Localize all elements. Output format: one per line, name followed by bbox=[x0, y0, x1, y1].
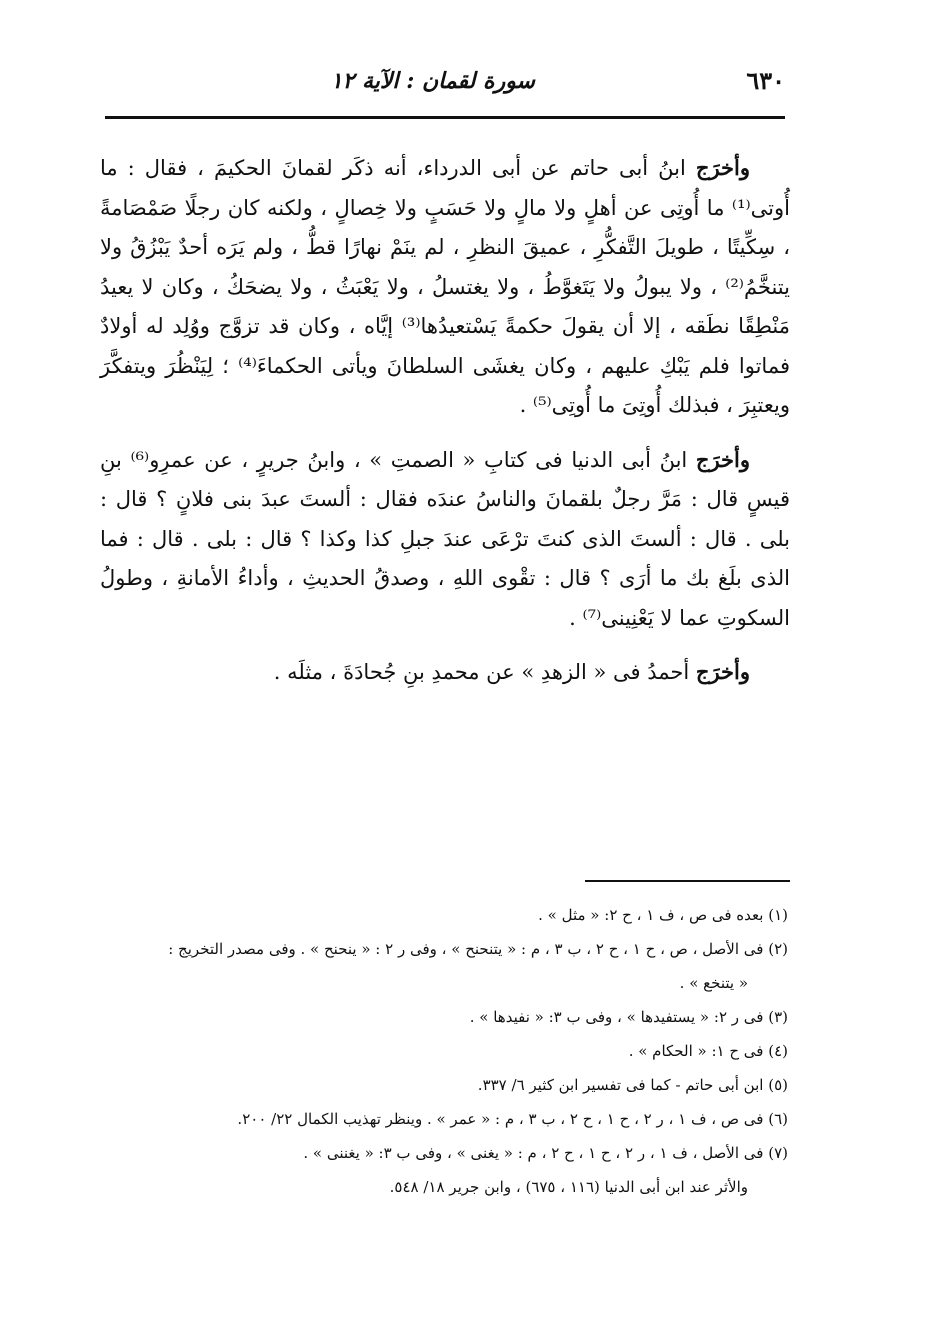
paragraph-lead: وأخرَج bbox=[695, 446, 750, 472]
paragraph-text: أحمدُ فى « الزهدِ » عن محمدِ بنِ جُحادَةَ ، مثلَه . bbox=[273, 660, 696, 684]
paragraph-ahmad bbox=[100, 652, 790, 693]
paragraph-lead: وأخرَج bbox=[695, 155, 750, 180]
footnote-rule bbox=[585, 880, 790, 882]
page-number: ٦٣٠ bbox=[746, 66, 785, 95]
footnote-2: (٢) فى الأصل ، ص ، ح ١ ، ح ٢ ، ب ٣ ، م : « يتنحنح » ، وفى ر ٢ : « ينحنح » . وفى مصدر التخريج : bbox=[168, 940, 788, 958]
main-text bbox=[100, 148, 790, 707]
footnote-2-continuation: « يتنخع » . bbox=[679, 974, 748, 992]
footnote-7: (٧) فى الأصل ، ف ١ ، ر ٢ ، ح ١ ، ح ٢ ، م : « يغنى » ، وفى ب ٣: « يغننى » . bbox=[303, 1144, 788, 1162]
footnote-4: (٤) فى ح ١: « الحكام » . bbox=[628, 1042, 788, 1060]
footnote-1: (١) بعده فى ص ، ف ١ ، ح ٢: « مثل » . bbox=[538, 906, 788, 924]
paragraph-text: ابنُ أبى حاتم عن أبى الدرداء، أنه ذكَر لقمانَ الحكيمَ ، فقال : ما أُوتى⁽¹⁾ ما أُوتِى عن أهلٍ ولا مالٍ ولا حَسَبٍ ولا خِصالٍ ، ولكنه كان رجلًا صَمْصَامةً ، سِكِّيتًا ، طويلَ التَّفكُّرِ ، عميقَ النظرِ ، لم ينَمْ نهارًا قطُّ ، ولم يَرَه أحدٌ يَبْزُقُ ولا يتنخَّمُ⁽²⁾ ، ولا يبولُ ولا يَتَغوَّطُ ، ولا يغتسلُ ، ولا يَعْبَثُ ، ولا يضحَكُ ، وكان لا يعيدُ مَنْطِقًا نطَقه ، إلا أن يقولَ حكمةً يَسْتعيدُها⁽³⁾ إيَّاه ، وكان قد تزوَّج ووُلِد له أولادٌ فماتوا فلم يَبْكِ عليهم ، وكان يغشَى السلطانَ ويأتى الحكماءَ⁽⁴⁾ ؛ لِيَنْظُرَ ويتفكَّرَ ويعتبِرَ ، فبذلك أُوتِىَ ما أُوتِى⁽⁵⁾ . bbox=[100, 156, 791, 417]
running-head bbox=[105, 66, 785, 106]
paragraph-lead: وأخرَج bbox=[695, 659, 750, 684]
paragraph-abi-hatim bbox=[100, 148, 790, 426]
footnote-5: (٥) ابن أبى حاتم - كما فى تفسير ابن كثير ٦/ ٣٣٧. bbox=[477, 1076, 788, 1094]
paragraph-text: ابنُ أبى الدنيا فى كتابِ « الصمتِ » ، وابنُ جريرٍ ، عن عمرِو⁽⁶⁾ بنِ قيسٍ قال : مَرَّ رجلٌ بلقمانَ والناسُ عندَه فقال : ألستَ عبدَ بنى فلانٍ ؟ قال : بلى . قال : ألستَ الذى كنتَ ترْعَى عندَ جبلِ كذا وكذا ؟ قال : بلى . قال : فما الذى بلَغ بك ما أرَى ؟ قال : تقْوى اللهِ ، وصدقُ الحديثِ ، وأداءُ الأمانةِ ، وطولُ السكوتِ عما لا يَعْنِينى⁽⁷⁾ . bbox=[100, 447, 790, 630]
header-rule bbox=[105, 116, 785, 119]
footnote-7-continuation: والأثر عند ابن أبى الدنيا (١١٦ ، ٦٧٥) ، وابن جرير ١٨/ ٥٤٨. bbox=[389, 1178, 748, 1196]
surah-title: سورة لقمان : الآية ١٢ bbox=[330, 68, 535, 94]
paragraph-abi-dunya bbox=[100, 440, 790, 639]
footnote-3: (٣) فى ر ٢: « يستفيدها » ، وفى ب ٣: « نفيدها » . bbox=[469, 1008, 788, 1026]
footnotes bbox=[140, 898, 788, 1204]
footnote-6: (٦) فى ص ، ف ١ ، ر ٢ ، ح ١ ، ح ٢ ، ب ٣ ، م : « عمر » . وينظر تهذيب الكمال ٢٢/ ٢٠٠. bbox=[237, 1110, 788, 1128]
